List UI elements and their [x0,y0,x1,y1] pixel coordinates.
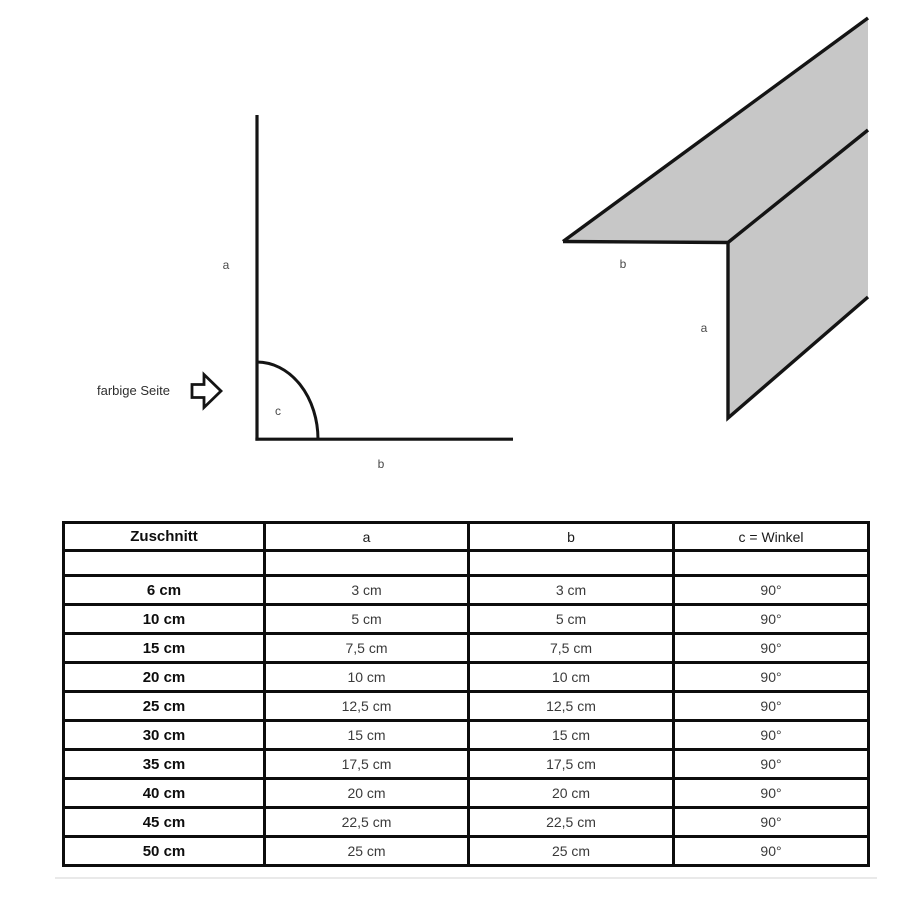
table-row [64,779,869,808]
cell-zuschnitt: 50 cm [64,837,265,866]
cell-zuschnitt: 35 cm [64,750,265,779]
table-row [64,605,869,634]
empty-cell [64,551,265,576]
cell-a: 22,5 cm [265,808,469,837]
cell-winkel: 90° [674,837,869,866]
table-row [64,837,869,866]
cell-a: 3 cm [265,576,469,605]
cell-winkel: 90° [674,576,869,605]
empty-cell [674,551,869,576]
cell-zuschnitt: 6 cm [64,576,265,605]
col-header-zuschnitt: Zuschnitt [64,523,265,551]
flat-profile-diagram [192,115,513,441]
empty-cell [469,551,674,576]
cell-b: 22,5 cm [469,808,674,837]
profile-3d-label-b: b [619,257,627,271]
angle-arc [257,362,318,439]
cell-zuschnitt: 30 cm [64,721,265,750]
cell-zuschnitt: 20 cm [64,663,265,692]
cell-b: 25 cm [469,837,674,866]
col-header-a: a [265,523,469,551]
flat-label-a: a [222,258,230,272]
colored-side-label: farbige Seite [97,383,170,398]
cell-zuschnitt: 40 cm [64,779,265,808]
table-row [64,808,869,837]
empty-spacer-row [64,551,869,576]
cell-winkel: 90° [674,750,869,779]
cell-a: 7,5 cm [265,634,469,663]
table-row [64,692,869,721]
table-header-row [64,523,869,551]
table-row [64,663,869,692]
cell-a: 10 cm [265,663,469,692]
cell-zuschnitt: 15 cm [64,634,265,663]
cell-b: 3 cm [469,576,674,605]
table-row [64,634,869,663]
cell-b: 12,5 cm [469,692,674,721]
flat-label-b: b [377,457,385,471]
cell-a: 5 cm [265,605,469,634]
cell-winkel: 90° [674,808,869,837]
table-row [64,721,869,750]
cell-zuschnitt: 25 cm [64,692,265,721]
cell-zuschnitt: 10 cm [64,605,265,634]
cell-zuschnitt: 45 cm [64,808,265,837]
cell-a: 12,5 cm [265,692,469,721]
cell-winkel: 90° [674,779,869,808]
cut-size-table-container [62,521,870,867]
cell-a: 15 cm [265,721,469,750]
cell-winkel: 90° [674,634,869,663]
profile-3d-diagram [563,18,868,418]
cell-winkel: 90° [674,692,869,721]
cell-b: 7,5 cm [469,634,674,663]
cell-a: 20 cm [265,779,469,808]
profile-3d-label-a: a [700,321,708,335]
cell-a: 25 cm [265,837,469,866]
cell-b: 15 cm [469,721,674,750]
col-header-b: b [469,523,674,551]
cut-size-table [62,521,870,867]
cell-a: 17,5 cm [265,750,469,779]
cell-b: 17,5 cm [469,750,674,779]
right-arrow-icon [192,375,221,408]
cell-winkel: 90° [674,605,869,634]
cell-b: 5 cm [469,605,674,634]
table-row [64,576,869,605]
cell-b: 10 cm [469,663,674,692]
empty-cell [265,551,469,576]
cell-winkel: 90° [674,663,869,692]
table-row [64,750,869,779]
col-header-winkel: c = Winkel [674,523,869,551]
cell-b: 20 cm [469,779,674,808]
cell-winkel: 90° [674,721,869,750]
page-divider [55,877,877,879]
flat-label-c: c [275,404,281,418]
